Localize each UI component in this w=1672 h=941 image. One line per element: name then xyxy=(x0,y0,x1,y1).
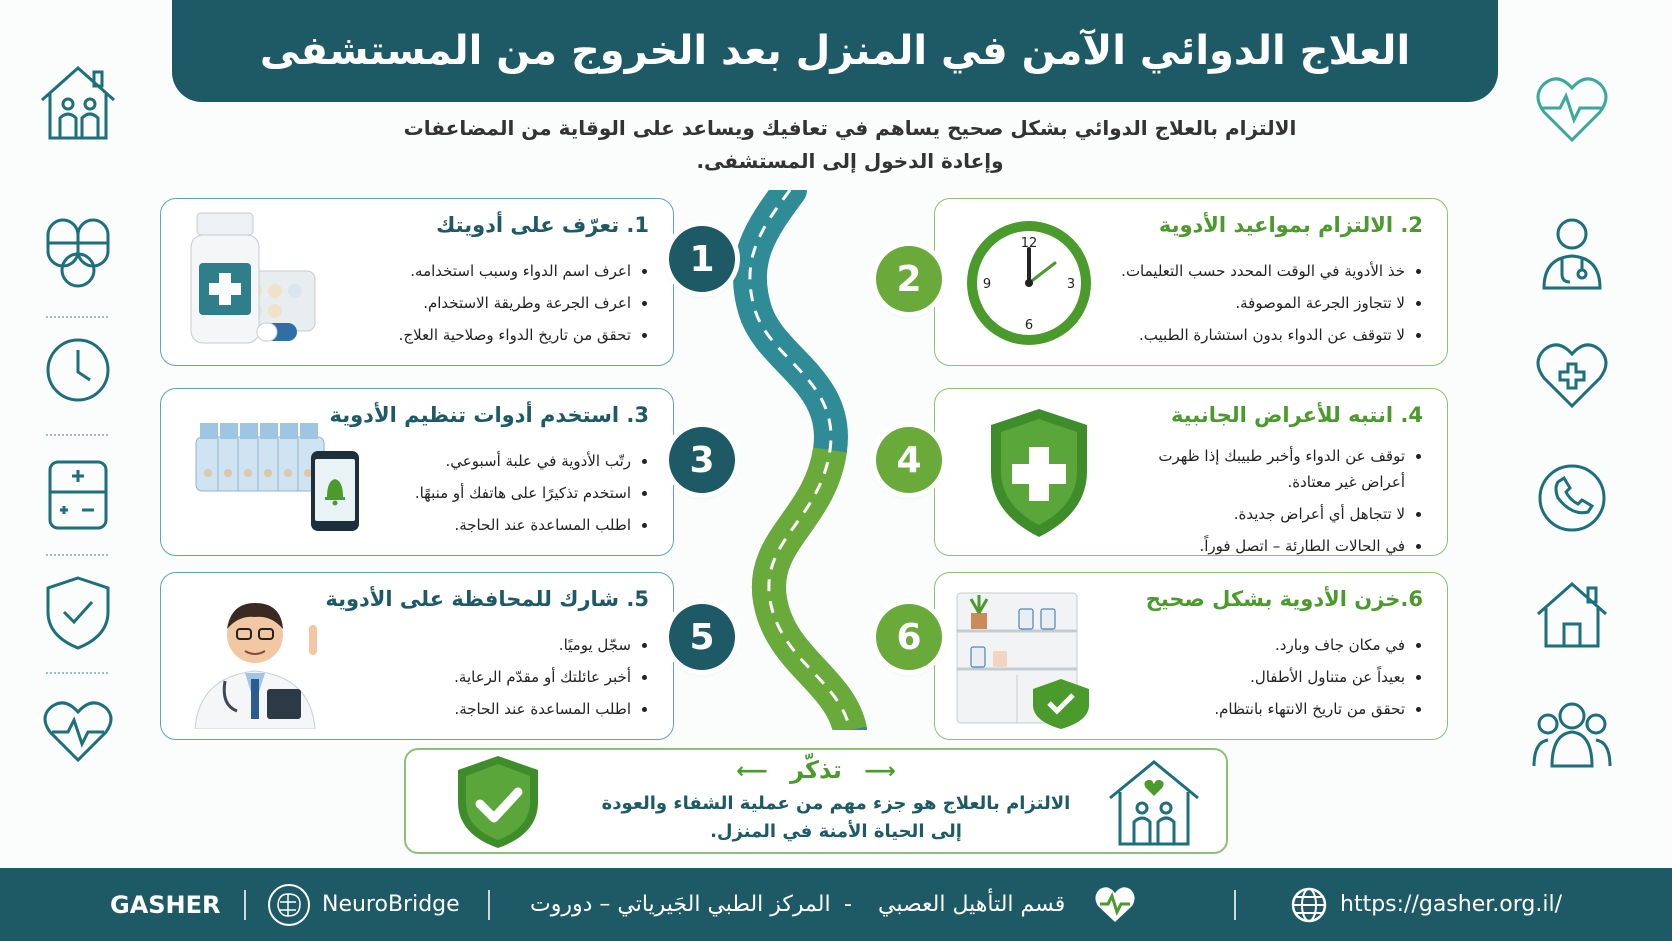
list-item: • اطلب المساعدة عند الحاجة. xyxy=(311,693,631,725)
card-list xyxy=(311,629,647,725)
clock-number-12: 12 xyxy=(1020,236,1038,251)
step-number-1: 1 xyxy=(669,226,735,292)
card-title: 4. انتبه للأعراض الجانبية xyxy=(1170,403,1423,427)
remember-box xyxy=(404,748,1228,854)
list-item: • لا تتوقف عن الدواء بدون استشارة الطبيب. xyxy=(1085,319,1405,351)
pills-icon xyxy=(38,212,118,292)
divider xyxy=(46,316,108,318)
separator-dash: - xyxy=(844,892,852,917)
divider xyxy=(244,890,246,920)
medicine-cabinet-illustration xyxy=(949,585,1099,729)
list-item: • أخبر عائلتك أو مقدّم الرعاية. xyxy=(311,661,631,693)
group-icon xyxy=(1532,692,1612,772)
step-number-5: 5 xyxy=(669,604,735,670)
card-know-medications xyxy=(160,198,674,366)
card-side-effects xyxy=(934,388,1448,556)
card-list xyxy=(1085,629,1421,725)
subtitle-line-2: وإعادة الدخول إلى المستشفى. xyxy=(696,149,1004,173)
list-item: • رتّب الأدوية في علبة أسبوعي. xyxy=(311,445,631,477)
divider xyxy=(46,434,108,436)
list-item: • اعرف اسم الدواء وسبب استخدامه. xyxy=(311,255,631,287)
divider xyxy=(46,554,108,556)
remember-title: ⟶ تذكّر ⟵ xyxy=(736,756,896,784)
website-url[interactable]: https://gasher.org.il/ xyxy=(1340,892,1562,917)
card-list xyxy=(1085,255,1421,351)
brain-icon xyxy=(266,882,312,928)
remember-line-1: الالتزام بالعلاج هو جزء مهم من عملية الشفاء والعودة xyxy=(601,793,1071,814)
card-title: 2. الالتزام بمواعيد الأدوية xyxy=(1158,213,1423,237)
phone-icon xyxy=(1532,458,1612,538)
clock-number-6: 6 xyxy=(1024,318,1034,333)
list-item: • اطلب المساعدة عند الحاجة. xyxy=(311,509,631,541)
arrow-left-icon: ⟶ xyxy=(864,759,896,784)
card-medication-schedule xyxy=(934,198,1448,366)
center-name: المركز الطبي الجَيرياتي – دوروت xyxy=(530,892,831,917)
card-title: 1. تعرّف على أدويتك xyxy=(436,213,649,237)
list-item: • في مكان جاف وبارد. xyxy=(1085,629,1405,661)
card-list xyxy=(1115,443,1421,565)
list-item: • توقف عن الدواء وأخبر طبيبك إذا ظهرت أعراض غير معتادة. xyxy=(1115,443,1405,495)
list-item: • تحقق من تاريخ الدواء وصلاحية العلاج. xyxy=(311,319,631,351)
clock-number-9: 9 xyxy=(982,277,992,292)
remember-text xyxy=(586,790,1086,846)
phone-reminder-illustration xyxy=(309,449,361,533)
card-share-responsibility xyxy=(160,572,674,740)
list-item: • سجّل يوميًا. xyxy=(311,629,631,661)
neurobridge-logo xyxy=(266,868,460,941)
step-number-6: 6 xyxy=(876,604,942,670)
card-title: 6.خزن الأدوية بشكل صحيح xyxy=(1145,587,1423,611)
list-item: • بعيداً عن متناول الأطفال. xyxy=(1085,661,1405,693)
arrow-right-icon: ⟵ xyxy=(736,759,768,784)
family-home-icon xyxy=(1106,756,1202,848)
list-item: • لا تتجاهل أي أعراض جديدة. xyxy=(1115,501,1405,527)
card-title: 5. شارك للمحافظة على الأدوية xyxy=(325,587,649,611)
globe-icon xyxy=(1290,886,1328,924)
clock-icon xyxy=(38,330,118,410)
card-proper-storage xyxy=(934,572,1448,740)
website-link[interactable] xyxy=(1290,868,1562,941)
list-item: • لا تتجاوز الجرعة الموصوفة. xyxy=(1085,287,1405,319)
partner-name: NeuroBridge xyxy=(322,892,460,917)
department-name: قسم التأهيل العصبي xyxy=(878,892,1066,917)
heart-pulse-icon xyxy=(1532,68,1612,148)
doctor-illustration xyxy=(175,585,325,729)
divider xyxy=(46,672,108,674)
heart-pulse-icon xyxy=(38,690,118,770)
family-home-icon xyxy=(38,62,118,142)
calculator-icon xyxy=(38,454,118,534)
card-list xyxy=(311,255,647,351)
remember-line-2: إلى الحياة الأمنة في المنزل. xyxy=(710,821,962,842)
list-item: • خذ الأدوية في الوقت المحدد حسب التعليمات. xyxy=(1085,255,1405,287)
clock-illustration xyxy=(949,211,1099,355)
step-number-2: 2 xyxy=(876,246,942,312)
shield-cross-illustration xyxy=(949,401,1099,545)
list-item: • في الحالات الطارئة – اتصل فوراً. xyxy=(1115,533,1405,559)
subtitle xyxy=(380,112,1320,178)
step-number-3: 3 xyxy=(669,427,735,493)
footer xyxy=(0,868,1672,941)
page-title: العلاج الدوائي الآمن في المنزل بعد الخروج من المستشفى xyxy=(259,28,1411,74)
list-item: • استخدم تذكيرًا على هاتفك أو منبهًا. xyxy=(311,477,631,509)
pill-bottle-illustration xyxy=(175,211,325,355)
clock-number-3: 3 xyxy=(1066,277,1076,292)
shield-check-icon xyxy=(38,572,118,652)
heart-cross-icon xyxy=(1532,334,1612,414)
subtitle-line-1: الالتزام بالعلاج الدوائي بشكل صحيح يساهم في تعافيك ويساعد على الوقاية من المضاعفات xyxy=(403,116,1297,140)
divider xyxy=(488,890,490,920)
doctor-icon xyxy=(1532,212,1612,292)
step-number-4: 4 xyxy=(876,427,942,493)
title-banner xyxy=(172,0,1498,102)
heart-pulse-icon xyxy=(1094,884,1136,924)
home-icon xyxy=(1532,574,1612,654)
list-item: • تحقق من تاريخ الانتهاء بانتظام. xyxy=(1085,693,1405,725)
card-title: 3. استخدم أدوات تنظيم الأدوية xyxy=(329,403,649,427)
card-organize-tools xyxy=(160,388,674,556)
divider xyxy=(1234,890,1236,920)
list-item: • اعرف الجرعة وطريقة الاستخدام. xyxy=(311,287,631,319)
brand-gasher: GASHER xyxy=(110,890,221,919)
